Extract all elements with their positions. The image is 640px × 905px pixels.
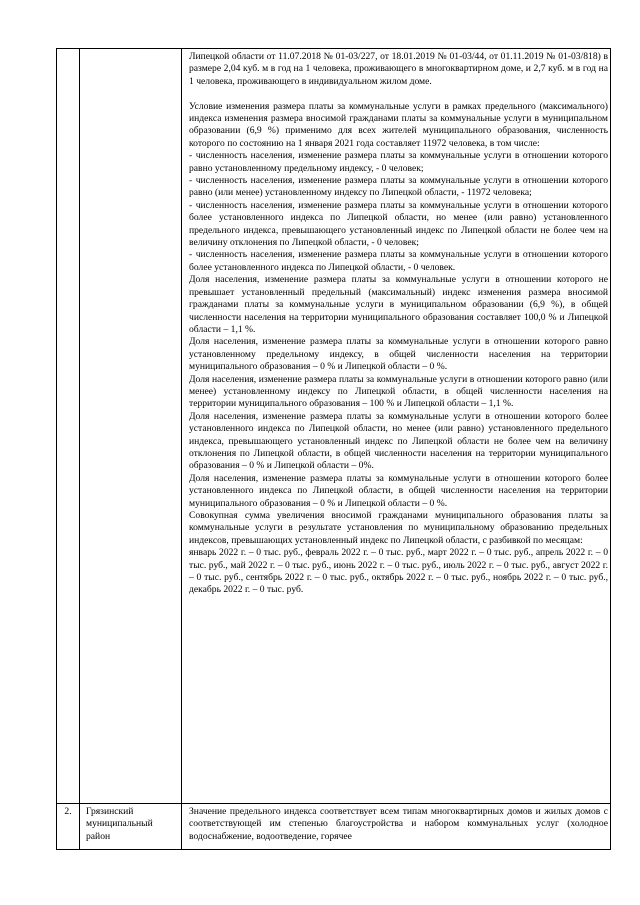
row1-content [189, 51, 608, 597]
blank-line [189, 88, 608, 100]
paragraph: Совокупная сумма увеличения вносимой гражданами муниципального образования платы за коммунальные услуги в результате установления по муниципальному образованию предельных индексов, превышающих установленный индекс по Липецкой области, с разбивкой по месяцам: [189, 510, 608, 546]
paragraph: - численность населения, изменение размера платы за коммунальные услуги в отношении которого более установленного индекса по Липецкой области, - 0 человек. [189, 249, 608, 273]
paragraph: - численность населения, изменение размера платы за коммунальные услуги в отношении которого равно установленному предельному индексу, - 0 человек; [189, 150, 608, 174]
paragraph: Доля населения, изменение размера платы за коммунальные услуги в отношении которого более установленного индекса по Липецкой области, но менее (или равно) установленного предельного индекса, превышающего установленный индекс по Липецкой области не более чем на величину отклонения по Липецкой области, в общей численности населения на территории муниципального образования – 0 % и Липецкой области – 0%. [189, 410, 608, 472]
paragraph: - численность населения, изменение размера платы за коммунальные услуги в отношении которого более установленного индекса по Липецкой области, но менее (или равно) установленного предельного индекса, превышающего установленный индекс по Липецкой области не более чем на величину отклонения по Липецкой области, - 0 человек; [189, 199, 608, 249]
column-divider [181, 49, 182, 849]
column-divider [79, 49, 80, 849]
paragraph: Значение предельного индекса соответствует всем типам многоквартирных домов и жилых домов с соответствующей им степенью благоустройства и набором коммунальных услуг (холодное водоснабжение, водоотведение, горячее [189, 806, 608, 842]
row2-content [189, 806, 608, 843]
row-divider [57, 803, 610, 804]
row-number: 2. [64, 806, 72, 817]
document-table [56, 48, 611, 850]
paragraph: Доля населения, изменение размера платы за коммунальные услуги в отношении которого более установленного индекса по Липецкой области, в общей численности населения на территории муниципального образования – 0 % и Липецкой области – 0 %. [189, 472, 608, 509]
paragraph: январь 2022 г. – 0 тыс. руб., февраль 2022 г. – 0 тыс. руб., март 2022 г. – 0 тыс. руб., апрель 2022 г. – 0 тыс. руб., май 2022 г. – 0 тыс. руб., июнь 2022 г. – 0 тыс. руб., июль 2022 г. – 0 тыс. руб., август 2022 г. – 0 тыс. руб., сентябрь 2022 г. – 0 тыс. руб., октябрь 2022 г. – 0 тыс. руб., ноябрь 2022 г. – 0 тыс. руб., декабрь 2022 г. – 0 тыс. руб. [189, 547, 608, 596]
paragraph: Доля населения, изменение размера платы за коммунальные услуги в отношении которого равно (или менее) установленному индексу по Липецкой области, в общей численности населения на территории муниципального образования – 100 % и Липецкой области – 1,1 %. [189, 373, 608, 410]
paragraph: Условие изменения размера платы за коммунальные услуги в рамках предельного (максимального) индекса изменения размера вносимой гражданами платы за коммунальные услуги в муниципальном образовании (6,9 %) применимо для всех жителей муниципального образования, численность которого по состоянию на 1 января 2021 года составляет 11972 человека, в том числе: [189, 100, 608, 149]
paragraph: Доля населения, изменение размера платы за коммунальные услуги в отношении которого не превышает установленный предельный (максимальный) индекс изменения размера вносимой гражданами платы за коммунальные услуги в муниципальном образовании (6,9 %), в общей численности населения на территории муниципального образования составляет 100,0 % и Липецкой области – 1,1 %. [189, 274, 608, 335]
district-name: Грязинский муниципальный район [86, 806, 153, 842]
paragraph: Липецкой области от 11.07.2018 № 01-03/227, от 18.01.2019 № 01-03/44, от 01.11.2019 № 01-03/818) в размере 2,04 куб. м в год на 1 человека, проживающего в многоквартирном доме, и 2,7 куб. м в год на 1 человека, проживающего в индивидуальном жилом доме. [189, 51, 608, 87]
paragraph: - численность населения, изменение размера платы за коммунальные услуги в отношении которого равно (или менее) установленному индексу по Липецкой области, - 11972 человека; [189, 175, 608, 199]
paragraph: Доля населения, изменение размера платы за коммунальные услуги в отношении которого равно установленному предельному индексу, в общей численности населения на территории муниципального образования – 0 % и Липецкой области – 0 %. [189, 336, 608, 373]
